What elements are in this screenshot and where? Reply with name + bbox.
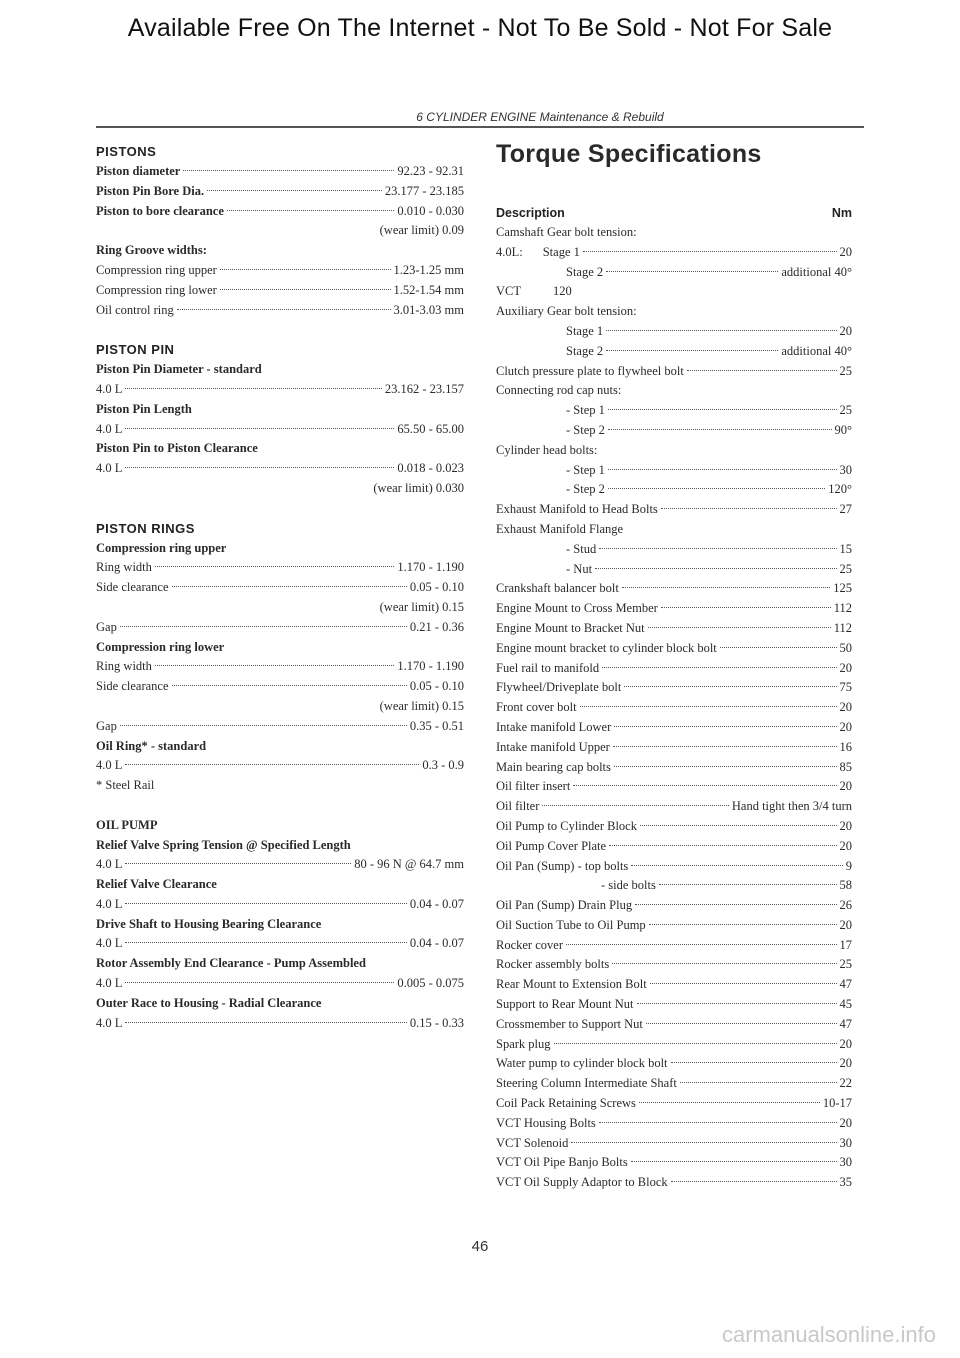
spec-row: 4.0 L 80 - 96 N @ 64.7 mm <box>96 857 464 872</box>
torque-row: Crossmember to Support Nut 47 <box>496 1016 852 1031</box>
left-column <box>96 142 464 1033</box>
torque-title: Torque Specifications <box>496 140 762 168</box>
torque-row: 4.0L: Stage 1 20 <box>496 244 852 259</box>
spec-row: 4.0 L 0.005 - 0.075 <box>96 976 464 991</box>
spec-row: Gap 0.21 - 0.36 <box>96 619 464 634</box>
torque-column-headers <box>496 203 852 223</box>
torque-subheading: Camshaft Gear bolt tension: <box>496 225 637 239</box>
header-rule <box>96 126 864 128</box>
torque-subheading: Cylinder head bolts: <box>496 442 598 457</box>
section-oil-pump-title: OIL PUMP <box>96 817 158 832</box>
torque-row: Fuel rail to manifold 20 <box>496 660 852 675</box>
torque-row: Stage 1 20 <box>566 323 852 338</box>
spec-row: Piston diameter 92.23 - 92.31 <box>96 164 464 178</box>
torque-row: VCT Oil Supply Adaptor to Block 35 <box>496 1175 852 1190</box>
wear-limit: (wear limit) 0.030 <box>373 480 464 495</box>
torque-subheading: Connecting rod cap nuts: <box>496 383 622 398</box>
col-description: Description <box>496 206 565 220</box>
torque-subheading: Auxiliary Gear bolt tension: <box>496 304 637 319</box>
subheading: Relief Valve Spring Tension @ Specified Length <box>96 837 351 852</box>
spec-row: Piston Pin Bore Dia. 23.177 - 23.185 <box>96 183 464 198</box>
spec-row: 4.0 L 65.50 - 65.00 <box>96 421 464 436</box>
torque-row: Water pump to cylinder block bolt 20 <box>496 1056 852 1071</box>
torque-subheading: Exhaust Manifold Flange <box>496 521 624 536</box>
torque-row: Oil filter Hand tight then 3/4 turn <box>496 799 852 814</box>
wear-limit: (wear limit) 0.09 <box>379 223 464 238</box>
section-piston-rings-title: PISTON RINGS <box>96 520 195 536</box>
torque-row: Oil Pump to Cylinder Block 20 <box>496 818 852 833</box>
page-number: 46 <box>471 1238 489 1255</box>
section-piston-pin-title: PISTON PIN <box>96 342 175 358</box>
torque-row: Engine mount bracket to cylinder block bolt 50 <box>496 640 852 655</box>
torque-row: VCT Oil Pipe Banjo Bolts 30 <box>496 1155 852 1170</box>
torque-row: - Step 1 30 <box>566 462 852 477</box>
torque-row: Coil Pack Retaining Screws 10-17 <box>496 1096 852 1111</box>
subheading: Relief Valve Clearance <box>96 877 217 892</box>
torque-row: Clutch pressure plate to flywheel bolt 25 <box>496 363 852 378</box>
section-pistons-title: PISTONS <box>96 144 157 159</box>
footnote: * Steel Rail <box>96 778 155 793</box>
torque-row: VCT 120 <box>496 284 572 299</box>
torque-row: Crankshaft balancer bolt 125 <box>496 581 852 596</box>
right-column <box>496 142 852 1193</box>
subheading: Oil Ring* - standard <box>96 738 207 753</box>
header-title: 6 CYLINDER ENGINE Maintenance & Rebuild <box>416 110 664 124</box>
torque-row: Engine Mount to Cross Member 112 <box>496 601 852 616</box>
spec-row: 4.0 L 0.04 - 0.07 <box>96 936 464 951</box>
torque-row: Intake manifold Upper 16 <box>496 739 852 754</box>
subheading: Compression ring upper <box>96 540 227 555</box>
subheading: Outer Race to Housing - Radial Clearance <box>96 995 322 1010</box>
spec-row: 4.0 L 0.3 - 0.9 <box>96 758 464 773</box>
wear-limit: (wear limit) 0.15 <box>379 698 464 713</box>
torque-row: Flywheel/Driveplate bolt 75 <box>496 680 852 695</box>
spec-row: Oil control ring 3.01-3.03 mm <box>96 302 464 317</box>
torque-row: Steering Column Intermediate Shaft 22 <box>496 1076 852 1091</box>
footer-watermark: carmanualsonline.info <box>721 1322 936 1347</box>
torque-row: - Stud 15 <box>566 541 852 556</box>
subheading: Piston Pin Length <box>96 401 192 416</box>
subheading: Compression ring lower <box>96 639 225 654</box>
spec-row: 4.0 L 0.15 - 0.33 <box>96 1015 464 1030</box>
torque-row: Oil Suction Tube to Oil Pump 20 <box>496 917 852 932</box>
spec-row: 4.0 L 23.162 - 23.157 <box>96 381 464 396</box>
subheading: Piston Pin Diameter - standard <box>96 362 262 377</box>
spec-row: 4.0 L 0.018 - 0.023 <box>96 461 464 476</box>
torque-row: Engine Mount to Bracket Nut 112 <box>496 620 852 635</box>
torque-row: Oil filter insert 20 <box>496 779 852 794</box>
torque-row: Rear Mount to Extension Bolt 47 <box>496 977 852 992</box>
spec-row: Side clearance 0.05 - 0.10 <box>96 679 464 694</box>
torque-row: Front cover bolt 20 <box>496 700 852 715</box>
torque-row: Intake manifold Lower 20 <box>496 719 852 734</box>
spec-row: Ring width 1.170 - 1.190 <box>96 659 464 674</box>
torque-row: Rocker cover 17 <box>496 937 852 952</box>
spec-row: Compression ring lower 1.52-1.54 mm <box>96 282 464 297</box>
torque-row: Main bearing cap bolts 85 <box>496 759 852 774</box>
col-unit: Nm <box>831 206 852 220</box>
torque-row: - Step 2 120° <box>566 482 852 497</box>
torque-row: Oil Pump Cover Plate 20 <box>496 838 852 853</box>
torque-row: Exhaust Manifold to Head Bolts 27 <box>496 502 852 517</box>
torque-row: Oil Pan (Sump) - top bolts 9 <box>496 858 852 873</box>
torque-row: VCT Solenoid 30 <box>496 1135 852 1150</box>
spec-row: Ring width 1.170 - 1.190 <box>96 560 464 575</box>
torque-row: - Step 2 90° <box>566 422 852 437</box>
wear-limit: (wear limit) 0.15 <box>379 599 464 614</box>
torque-row: VCT Housing Bolts 20 <box>496 1115 852 1130</box>
torque-row: - Step 1 25 <box>566 403 852 418</box>
torque-row: - Nut 25 <box>566 561 852 576</box>
torque-row: - side bolts 58 <box>601 878 852 893</box>
subheading: Rotor Assembly End Clearance - Pump Assembled <box>96 956 366 971</box>
banner-text: Available Free On The Internet - Not To Be Sold - Not For Sale <box>127 14 833 42</box>
spec-row: 4.0 L 0.04 - 0.07 <box>96 896 464 911</box>
torque-row: Spark plug 20 <box>496 1036 852 1051</box>
torque-row: Support to Rear Mount Nut 45 <box>496 997 852 1012</box>
subheading: Drive Shaft to Housing Bearing Clearance <box>96 916 322 931</box>
subheading: Piston Pin to Piston Clearance <box>96 441 258 456</box>
subheading: Ring Groove widths: <box>96 243 207 258</box>
torque-row: Stage 2 additional 40° <box>566 343 852 358</box>
page-header <box>96 110 864 128</box>
spec-row: Piston to bore clearance 0.010 - 0.030 <box>96 203 464 218</box>
torque-row: Stage 2 additional 40° <box>566 264 852 279</box>
spec-row: Gap 0.35 - 0.51 <box>96 718 464 733</box>
spec-row: Side clearance 0.05 - 0.10 <box>96 580 464 595</box>
spec-row: Compression ring upper 1.23-1.25 mm <box>96 262 464 277</box>
torque-row: Oil Pan (Sump) Drain Plug 26 <box>496 898 852 913</box>
torque-row: Rocker assembly bolts 25 <box>496 957 852 972</box>
